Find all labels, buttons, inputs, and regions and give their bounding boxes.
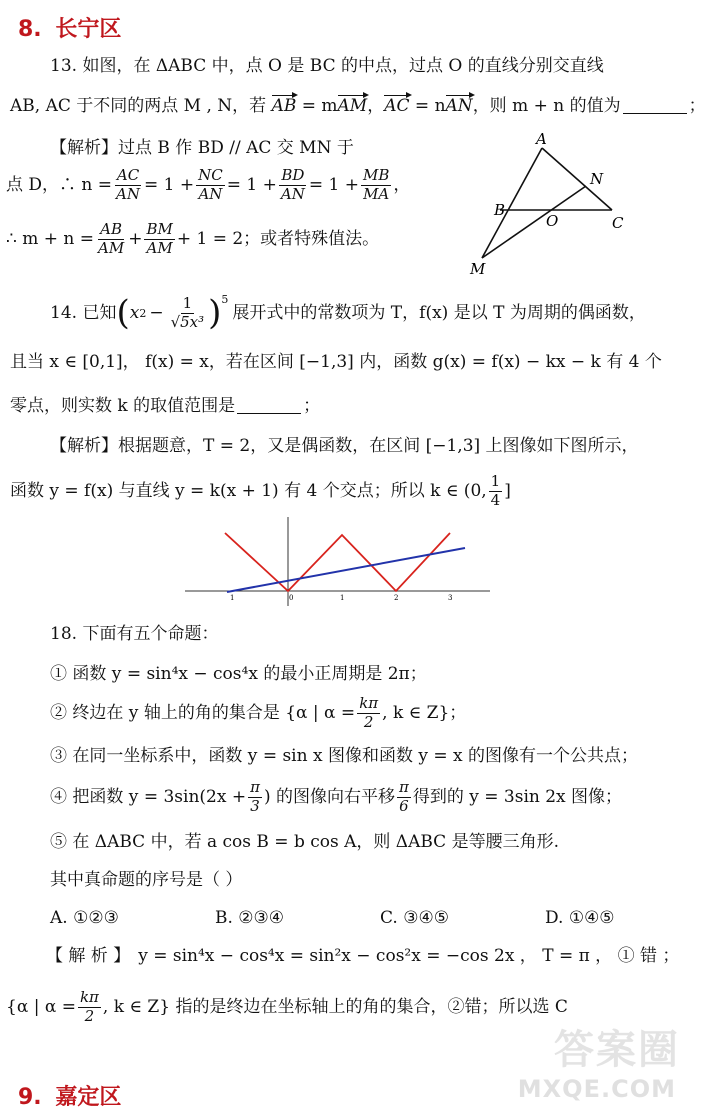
answer-blank — [623, 112, 687, 114]
jiexi-text: 过点 B 作 BD // AC 交 MN 于 — [118, 138, 354, 158]
watermark-logo: 答案圈 — [554, 1027, 680, 1073]
segment-ab — [482, 148, 542, 258]
q14-end: ； — [303, 396, 321, 416]
q13-comma: ， — [367, 96, 385, 116]
prop-text: ) 的图像向右平移 — [263, 786, 395, 807]
fraction — [144, 222, 174, 257]
denominator: AM — [98, 238, 125, 257]
q18-line0: 18. 下面有五个命题： — [50, 624, 219, 644]
option-a: A. ①②③ — [50, 908, 119, 928]
triangle-figure — [460, 130, 660, 280]
numerator: 1 — [490, 472, 501, 490]
section-title: 长宁区 — [55, 17, 122, 42]
label-b: B — [494, 201, 506, 219]
q14-text: 零点，则实数 k 的取值范围是 — [10, 396, 236, 416]
tick-label: 3 — [448, 594, 453, 602]
denominator: 2 — [363, 712, 374, 731]
fraction — [397, 780, 411, 815]
vector-ac: AC — [384, 96, 410, 116]
prop-text: ② 终边在 y 轴上的角的集合是 {α | α = — [50, 702, 356, 723]
q13-jiexi-line3 — [6, 222, 379, 257]
option-b: B. ②③④ — [215, 908, 285, 928]
jiexi-text: 根据题意，T = 2，又是偶函数，在区间 [−1,3] 上图像如下图所示， — [118, 436, 639, 456]
q14-text: 展开式中的常数项为 T，f(x) 是以 T 为周期的偶函数， — [232, 302, 646, 323]
expr-x: x — [129, 302, 140, 323]
fraction — [78, 990, 101, 1025]
numerator: π — [250, 778, 260, 796]
q13-jiexi-line2 — [6, 168, 410, 203]
line-y-kx-k — [227, 548, 465, 592]
fraction — [169, 296, 207, 331]
numerator: AB — [100, 220, 123, 238]
q13-eq1: = m — [296, 96, 338, 116]
denominator: 2 — [84, 1006, 95, 1025]
q14-jiexi-line1 — [50, 438, 639, 455]
section-title: 嘉定区 — [55, 1085, 122, 1110]
label-c: C — [612, 214, 624, 232]
exponent-2: 2 — [139, 306, 147, 320]
jiexi-text: = 1 + — [226, 174, 277, 195]
q13-line2 — [10, 98, 706, 115]
fraction — [357, 696, 380, 731]
fraction — [489, 474, 503, 509]
prop-text: 得到的 y = 3sin 2x 图像； — [412, 786, 623, 807]
q13-ask: ，则 m + n 的值为 — [472, 96, 621, 116]
jiexi-text: {α | α = — [6, 996, 76, 1017]
function-graph — [185, 514, 490, 609]
denominator: √5x³ — [170, 312, 205, 331]
label-m: M — [470, 260, 486, 278]
numerator: kπ — [79, 988, 99, 1006]
fraction — [279, 168, 307, 203]
q18-prop1: ① 函数 y = sin⁴x − cos⁴x 的最小正周期是 2π； — [50, 664, 427, 684]
jiexi-text: ， — [393, 174, 411, 195]
prop-text: , k ∈ Z}； — [382, 702, 467, 723]
denominator: MA — [363, 184, 390, 203]
label-n: N — [590, 170, 604, 188]
tick-label: 2 — [394, 594, 399, 602]
jiexi-text: ∴ m + n = — [6, 228, 94, 249]
vector-am: AM — [337, 96, 368, 116]
label-o: O — [546, 212, 559, 230]
section-number: 9. — [18, 1085, 42, 1110]
q14-line1 — [50, 293, 646, 334]
tick-label: 1 — [340, 594, 345, 602]
q18-prop4 — [50, 780, 622, 815]
q13-end: ； — [688, 96, 706, 116]
jiexi-label: 【解析】 — [50, 436, 118, 456]
jiexi-text: = 1 + — [308, 174, 359, 195]
jiexi-text: 点 D，∴ n = — [6, 174, 113, 195]
q13-eq2: = n — [409, 96, 446, 116]
tick-label: 0 — [289, 594, 294, 602]
option-d: D. ①④⑤ — [545, 908, 615, 928]
jiexi-label: 【 解 析 】 — [46, 946, 131, 966]
f-x-curve — [225, 533, 450, 591]
numerator: NC — [198, 166, 223, 184]
denominator: 4 — [490, 490, 501, 509]
label-a: A — [536, 130, 547, 148]
q18-prop2 — [50, 696, 466, 731]
segment-mn — [482, 186, 586, 258]
q13-jiexi-line1 — [50, 140, 354, 157]
denominator: AN — [198, 184, 223, 203]
denominator: 3 — [250, 796, 260, 815]
plus-sign: + — [128, 228, 143, 249]
q14-line2: 且当 x ∈ [0,1]， f(x) = x，若在区间 [−1,3] 内，函数 g(x) = f(x) − kx − k 有 4 个 — [10, 352, 662, 372]
q18-ask: 其中真命题的序号是（ ） — [50, 870, 243, 890]
tick-label: 1 — [230, 594, 235, 602]
numerator: BD — [281, 166, 305, 184]
jiexi-text: = 1 + — [144, 174, 195, 195]
jiexi-text: , k ∈ Z} 指的是终边在坐标轴上的角的集合，②错；所以选 C — [102, 996, 568, 1017]
vector-an: AN — [445, 96, 473, 116]
denominator: AN — [116, 184, 141, 203]
watermark-url: MXQE.COM — [517, 1075, 676, 1103]
numerator: kπ — [359, 694, 379, 712]
numerator: BM — [146, 220, 173, 238]
denominator: 6 — [399, 796, 409, 815]
numerator: π — [398, 778, 409, 796]
section-heading-8 — [18, 12, 121, 43]
q18-jiexi-line1 — [46, 948, 679, 965]
vector-ab: AB — [271, 96, 297, 116]
q14-text: 14. 已知 — [50, 302, 117, 323]
section-heading-9 — [18, 1080, 121, 1111]
jiexi-text: y = sin⁴x − cos⁴x = sin²x − cos²x = −cos 2x ， T = π ， ① 错 ； — [138, 946, 680, 966]
denominator: AM — [146, 238, 173, 257]
section-number: 8. — [18, 17, 42, 42]
right-paren: ) — [208, 293, 222, 334]
jiexi-text: 函数 y = f(x) 与直线 y = k(x + 1) 有 4 个交点；所以 k ∈ (0, — [10, 480, 487, 501]
expr-minus: − — [149, 302, 164, 323]
left-paren: ( — [116, 293, 130, 334]
jiexi-text: ] — [504, 480, 511, 501]
q14-line3 — [10, 398, 320, 415]
answer-blank — [237, 412, 301, 414]
q13-line1: 13. 如图，在 ΔABC 中，点 O 是 BC 的中点，过点 O 的直线分别交直线 — [50, 56, 604, 76]
numerator: AC — [116, 166, 140, 184]
denominator: AN — [280, 184, 305, 203]
numerator: MB — [362, 166, 390, 184]
fraction — [196, 168, 225, 203]
exponent-5: 5 — [221, 293, 229, 306]
q18-jiexi-line2 — [6, 990, 568, 1025]
option-c: C. ③④⑤ — [380, 908, 449, 928]
prop-text: ④ 把函数 y = 3sin(2x + — [50, 786, 247, 807]
fraction — [361, 168, 391, 203]
fraction — [114, 168, 142, 203]
fraction — [248, 780, 262, 815]
jiexi-text: + 1 = 2；或者特殊值法。 — [176, 228, 380, 249]
jiexi-label: 【解析】 — [50, 138, 118, 158]
q18-prop3: ③ 在同一坐标系中，函数 y = sin x 图像和函数 y = x 的图像有一个公共点； — [50, 746, 639, 766]
fraction — [96, 222, 126, 257]
q18-prop5: ⑤ 在 ΔABC 中，若 a cos B = b cos A，则 ΔABC 是等腰三角形. — [50, 832, 559, 852]
q13-line2-text: AB, AC 于不同的两点 M , N，若 — [10, 96, 267, 116]
numerator: 1 — [182, 294, 193, 312]
q14-jiexi-line2 — [10, 474, 511, 509]
